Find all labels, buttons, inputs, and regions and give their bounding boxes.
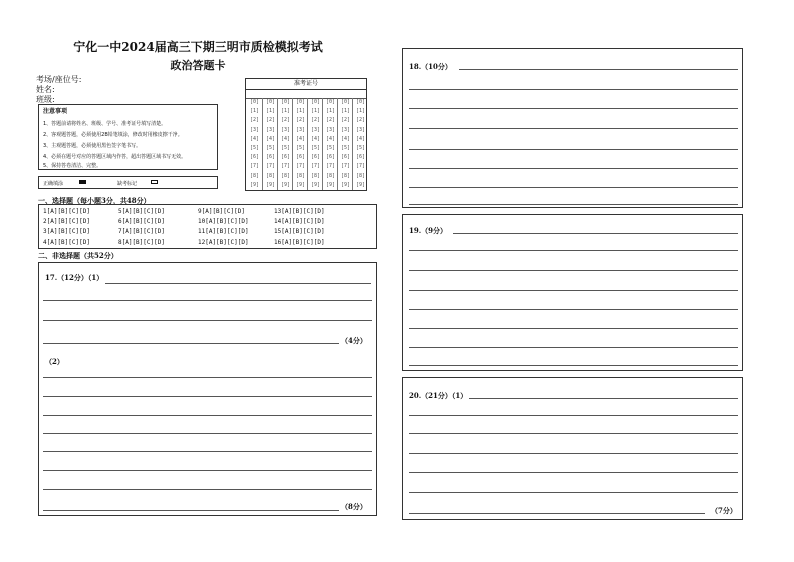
exam-digit-bubble[interactable]: [0] xyxy=(355,99,366,105)
answer-line[interactable] xyxy=(409,290,738,291)
exam-digit-bubble[interactable]: [3] xyxy=(355,126,366,133)
exam-digit-bubble[interactable]: [5] xyxy=(325,145,336,152)
exam-digit-column xyxy=(307,98,323,190)
exam-digit-bubble[interactable]: [3] xyxy=(310,126,321,133)
exam-digit-bubble[interactable]: [2] xyxy=(355,117,366,124)
exam-digit-column xyxy=(337,98,353,190)
exam-digit-column xyxy=(352,98,368,190)
exam-digit-bubble[interactable]: [3] xyxy=(295,126,306,133)
exam-digit-bubble[interactable]: [8] xyxy=(310,172,321,179)
exam-digit-bubble[interactable]: [4] xyxy=(340,135,351,142)
mc-question-12[interactable]: 12[A][B][C][D] xyxy=(198,238,249,246)
exam-digit-bubble[interactable]: [1] xyxy=(325,108,336,115)
answer-line[interactable] xyxy=(409,472,738,473)
exam-digit-bubble[interactable]: [8] xyxy=(325,172,336,179)
answer-line[interactable] xyxy=(409,513,705,514)
exam-digit-bubble[interactable]: [4] xyxy=(265,135,276,142)
mc-question-2[interactable]: 2[A][B][C][D] xyxy=(43,218,90,226)
mc-question-9[interactable]: 9[A][B][C][D] xyxy=(198,208,245,215)
exam-digit-bubble[interactable]: [4] xyxy=(249,135,260,142)
exam-digit-bubble[interactable]: [1] xyxy=(265,108,276,115)
filled-mark-icon xyxy=(79,180,86,184)
note-item: 3、主观题答题，必须使用黑色签字笔书写。 xyxy=(43,143,142,149)
exam-digit-bubble[interactable]: [8] xyxy=(340,172,351,179)
exam-digit-bubble[interactable]: [7] xyxy=(295,163,306,170)
q20-points: （7分） xyxy=(711,506,737,515)
exam-digit-bubble[interactable]: [8] xyxy=(265,172,276,179)
exam-digit-bubble[interactable]: [0] xyxy=(295,99,306,105)
answer-sheet-subtitle: 政治答题卡 xyxy=(170,59,226,72)
exam-digit-bubble[interactable]: [2] xyxy=(325,117,336,124)
exam-digit-bubble[interactable]: [2] xyxy=(249,117,260,124)
note-item: 1、答题前请将姓名、班级、学号、准考证号填写清楚。 xyxy=(43,121,167,127)
exam-digit-bubble[interactable]: [0] xyxy=(280,99,291,105)
exam-digit-bubble[interactable]: [7] xyxy=(280,163,291,170)
exam-digit-bubble[interactable]: [9] xyxy=(280,181,291,188)
exam-digit-bubble[interactable]: [3] xyxy=(280,126,291,133)
q20-label: 20.（21分）（1） xyxy=(409,391,468,400)
exam-digit-bubble[interactable]: [6] xyxy=(325,154,336,161)
exam-digit-bubble[interactable]: [5] xyxy=(295,145,306,152)
answer-line[interactable] xyxy=(409,149,738,150)
exam-digit-bubble[interactable]: [3] xyxy=(340,126,351,133)
exam-digit-bubble[interactable]: [2] xyxy=(280,117,291,124)
mc-question-7[interactable]: 7[A][B][C][D] xyxy=(118,228,165,236)
answer-line[interactable] xyxy=(409,128,738,129)
mc-question-4[interactable]: 4[A][B][C][D] xyxy=(43,238,90,246)
exam-digit-bubble[interactable]: [1] xyxy=(310,108,321,115)
exam-digit-bubble[interactable]: [0] xyxy=(325,99,336,105)
exam-digit-bubble[interactable]: [5] xyxy=(340,145,351,152)
exam-digit-bubble[interactable]: [5] xyxy=(265,145,276,152)
answer-line[interactable] xyxy=(409,270,738,271)
exam-digit-bubble[interactable]: [2] xyxy=(310,117,321,124)
exam-digit-bubble[interactable]: [6] xyxy=(310,154,321,161)
q17-label: 17.（12分）（1） xyxy=(45,273,104,282)
answer-line[interactable] xyxy=(43,415,372,416)
answer-line[interactable] xyxy=(409,250,738,251)
exam-digit-column xyxy=(277,98,293,190)
answer-line[interactable] xyxy=(409,365,738,366)
exam-digit-bubble[interactable]: [2] xyxy=(295,117,306,124)
exam-digit-bubble[interactable]: [1] xyxy=(295,108,306,115)
exam-digit-bubble[interactable]: [1] xyxy=(280,108,291,115)
answer-line[interactable] xyxy=(459,69,738,70)
q17-answer-area xyxy=(38,262,377,516)
answer-line[interactable] xyxy=(43,396,372,397)
exam-digit-bubble[interactable]: [1] xyxy=(355,108,366,115)
exam-digit-bubble[interactable]: [3] xyxy=(265,126,276,133)
q19-label: 19.（9分） xyxy=(409,226,448,235)
note-item: 5、保持答卷清洁、完整。 xyxy=(43,163,102,169)
exam-digit-bubble[interactable]: [9] xyxy=(265,181,276,188)
answer-line[interactable] xyxy=(409,347,738,348)
exam-digit-bubble[interactable]: [7] xyxy=(249,163,260,170)
exam-digit-bubble[interactable]: [2] xyxy=(340,117,351,124)
exam-digit-bubble[interactable]: [7] xyxy=(355,163,366,170)
answer-line[interactable] xyxy=(409,328,738,329)
exam-digit-bubble[interactable]: [6] xyxy=(265,154,276,161)
answer-line[interactable] xyxy=(409,309,738,310)
answer-line[interactable] xyxy=(409,433,738,434)
exam-digit-bubble[interactable]: [3] xyxy=(325,126,336,133)
q17-part2-points: （8分） xyxy=(341,502,367,511)
seat-number-label: 考场/座位号: xyxy=(36,75,82,84)
exam-digit-bubble[interactable]: [8] xyxy=(295,172,306,179)
answer-line[interactable] xyxy=(409,204,738,205)
exam-digit-bubble[interactable]: [0] xyxy=(265,99,276,105)
exam-digit-bubble[interactable]: [0] xyxy=(310,99,321,105)
answer-line[interactable] xyxy=(43,433,372,434)
exam-digit-bubble[interactable]: [7] xyxy=(340,163,351,170)
notes-title: 注意事项 xyxy=(43,108,68,115)
answer-line[interactable] xyxy=(409,453,738,454)
q18-answer-area xyxy=(402,48,743,208)
exam-digit-bubble[interactable]: [0] xyxy=(340,99,351,105)
exam-digit-bubble[interactable]: [6] xyxy=(280,154,291,161)
answer-line[interactable] xyxy=(43,377,372,378)
q20-answer-area xyxy=(402,377,743,520)
answer-line[interactable] xyxy=(469,398,738,399)
exam-digit-bubble[interactable]: [5] xyxy=(249,145,260,152)
exam-digit-bubble[interactable]: [5] xyxy=(355,145,366,152)
section2-title: 二、非选择题（共52分） xyxy=(38,251,118,260)
answer-line[interactable] xyxy=(409,492,738,493)
q18-label: 18.（10分） xyxy=(409,62,452,71)
exam-digit-bubble[interactable]: [5] xyxy=(310,145,321,152)
mc-question-13[interactable]: 13[A][B][C][D] xyxy=(274,208,325,215)
answer-line[interactable] xyxy=(105,283,371,284)
mc-question-6[interactable]: 6[A][B][C][D] xyxy=(118,218,165,226)
exam-digit-bubble[interactable]: [6] xyxy=(340,154,351,161)
answer-line[interactable] xyxy=(409,89,738,90)
exam-digit-bubble[interactable]: [7] xyxy=(310,163,321,170)
empty-mark-icon[interactable] xyxy=(151,180,158,184)
correct-fill-label: 正确填涂 xyxy=(43,181,64,187)
exam-title: 宁化一中2024届高三下期三明市质检模拟考试 xyxy=(73,40,323,54)
q17-part2-label: （2） xyxy=(45,357,64,366)
exam-digit-bubble[interactable]: [4] xyxy=(280,135,291,142)
exam-digit-bubble[interactable]: [6] xyxy=(295,154,306,161)
exam-digit-bubble[interactable]: [9] xyxy=(310,181,321,188)
answer-line[interactable] xyxy=(43,300,372,301)
exam-digit-column xyxy=(322,98,338,190)
mc-question-11[interactable]: 11[A][B][C][D] xyxy=(198,228,249,236)
exam-digit-bubble[interactable]: [7] xyxy=(265,163,276,170)
exam-digit-bubble[interactable]: [0] xyxy=(249,99,260,105)
mc-question-3[interactable]: 3[A][B][C][D] xyxy=(43,228,90,236)
answer-line[interactable] xyxy=(43,451,372,452)
mc-question-5[interactable]: 5[A][B][C][D] xyxy=(118,208,165,215)
mc-question-15[interactable]: 15[A][B][C][D] xyxy=(274,228,325,236)
multiple-choice-box xyxy=(38,204,377,249)
exam-digit-bubble[interactable]: [4] xyxy=(325,135,336,142)
exam-number-header: 准考证号 xyxy=(246,79,366,90)
exam-number-grid xyxy=(245,78,367,191)
answer-line[interactable] xyxy=(409,168,738,169)
exam-digit-bubble[interactable]: [9] xyxy=(340,181,351,188)
exam-digit-bubble[interactable]: [1] xyxy=(340,108,351,115)
q19-answer-area xyxy=(402,214,743,371)
mc-question-14[interactable]: 14[A][B][C][D] xyxy=(274,218,325,226)
answer-line[interactable] xyxy=(43,510,339,511)
exam-digit-bubble[interactable]: [8] xyxy=(249,172,260,179)
exam-digit-bubble[interactable]: [6] xyxy=(355,154,366,161)
class-label: 班级: xyxy=(36,95,55,104)
exam-digit-bubble[interactable]: [9] xyxy=(295,181,306,188)
note-item: 2、客观题答题，必须使用2B铅笔填涂，修改时用橡皮擦干净。 xyxy=(43,132,183,138)
exam-digit-column xyxy=(292,98,308,190)
note-item: 4、必须在题号对应的答题区域内作答，超出答题区域书写无效。 xyxy=(43,154,187,160)
answer-line[interactable] xyxy=(43,320,372,321)
mc-question-8[interactable]: 8[A][B][C][D] xyxy=(118,238,165,246)
answer-line[interactable] xyxy=(409,415,738,416)
exam-digit-bubble[interactable]: [9] xyxy=(325,181,336,188)
exam-digit-bubble[interactable]: [1] xyxy=(249,108,260,115)
q17-part1-points: （4分） xyxy=(341,336,367,345)
name-label: 姓名: xyxy=(36,85,55,94)
mc-question-10[interactable]: 10[A][B][C][D] xyxy=(198,218,249,226)
mc-question-1[interactable]: 1[A][B][C][D] xyxy=(43,208,90,215)
answer-line[interactable] xyxy=(43,489,372,490)
section1-title: 一、选择题（每小题3分，共48分） xyxy=(38,196,151,205)
exam-digit-bubble[interactable]: [2] xyxy=(265,117,276,124)
exam-digit-bubble[interactable]: [4] xyxy=(355,135,366,142)
answer-line[interactable] xyxy=(409,108,738,109)
exam-digit-bubble[interactable]: [6] xyxy=(249,154,260,161)
exam-digit-bubble[interactable]: [3] xyxy=(249,126,260,133)
fill-legend xyxy=(38,176,218,189)
missing-mark-label: 缺考标记 xyxy=(117,181,138,187)
exam-digit-bubble[interactable]: [4] xyxy=(310,135,321,142)
exam-digit-column xyxy=(247,98,262,190)
answer-line[interactable] xyxy=(43,470,372,471)
exam-digit-bubble[interactable]: [8] xyxy=(355,172,366,179)
exam-digit-bubble[interactable]: [8] xyxy=(280,172,291,179)
exam-digit-bubble[interactable]: [9] xyxy=(249,181,260,188)
exam-digit-bubble[interactable]: [5] xyxy=(280,145,291,152)
answer-line[interactable] xyxy=(453,233,738,234)
answer-line[interactable] xyxy=(409,187,738,188)
exam-digit-bubble[interactable]: [4] xyxy=(295,135,306,142)
exam-digit-bubble[interactable]: [7] xyxy=(325,163,336,170)
exam-digit-bubble[interactable]: [9] xyxy=(355,181,366,188)
notes-box xyxy=(38,104,218,170)
answer-line[interactable] xyxy=(43,343,339,344)
exam-digit-column xyxy=(262,98,278,190)
mc-question-16[interactable]: 16[A][B][C][D] xyxy=(274,238,325,246)
